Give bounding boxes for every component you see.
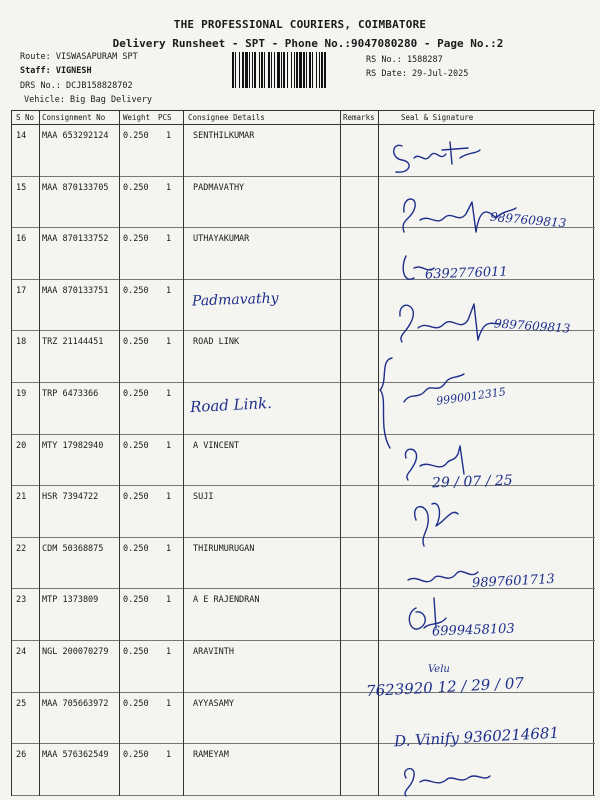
cell-consignee: UTHAYAKUMAR (193, 234, 250, 245)
handwritten-consignee-17: Padmavathy (191, 290, 279, 310)
table-header (12, 110, 595, 125)
column-divider (119, 110, 120, 796)
cell-pcs: 1 (166, 595, 172, 606)
cell-consignment: MAA 705663972 (42, 698, 109, 709)
cell-consignment: MAA 653292124 (42, 131, 109, 141)
cell-consignee: A VINCENT (193, 440, 240, 451)
cell-consignee: ARAVINTH (193, 647, 234, 657)
cell-sno: 26 (16, 750, 27, 761)
cell-consignee: SENTHILKUMAR (193, 131, 255, 141)
signature-row-23 (409, 598, 446, 629)
cell-weight: 0.250 (123, 440, 149, 451)
cell-consignee: SUJI (193, 492, 214, 503)
signature-scribbles (380, 128, 590, 798)
cell-pcs: 1 (166, 698, 172, 709)
route-label: Route: VISWASAPURAM SPT (20, 52, 138, 62)
cell-pcs: 1 (166, 543, 172, 554)
cell-consignment: MAA 576362549 (42, 750, 109, 761)
cell-consignment: TRZ 21144451 (42, 337, 104, 348)
column-divider (183, 110, 184, 796)
handwritten-phone-16: 6392776011 (424, 264, 508, 283)
cell-sno: 22 (16, 543, 27, 554)
cell-sno: 14 (16, 131, 27, 141)
cell-pcs: 1 (166, 750, 172, 761)
cell-sno: 15 (16, 182, 27, 193)
cell-pcs: 1 (166, 492, 172, 503)
col-remarks: Remarks (343, 113, 375, 122)
cell-weight: 0.250 (123, 595, 149, 606)
cell-pcs: 1 (166, 337, 172, 348)
handwritten-phone-23: 6999458103 (431, 621, 515, 640)
handwritten-phone-22: 9897601713 (471, 571, 556, 592)
cell-weight: 0.250 (123, 182, 149, 193)
cell-sno: 23 (16, 595, 27, 606)
signature-row-22 (408, 571, 478, 581)
col-seal: Seal & Signature (401, 113, 474, 122)
cell-consignee: PADMAVATHY (193, 182, 245, 193)
company-title: THE PROFESSIONAL COURIERS, COIMBATORE (173, 18, 427, 31)
signature-row-20 (405, 446, 464, 480)
col-pcs: PCS (158, 113, 172, 122)
vehicle-label: Vehicle: Big Bag Delivery (24, 95, 152, 105)
handwritten-note-24: Velu (428, 664, 450, 675)
column-divider (39, 110, 40, 796)
signature-row-17 (400, 304, 500, 342)
staff-label: Staff: VIGNESH (20, 66, 92, 76)
signature-row-26 (405, 769, 490, 796)
cell-pcs: 1 (166, 440, 172, 451)
signature-row-18 (404, 374, 464, 402)
cell-consignment: MAA 870133751 (42, 285, 109, 296)
cell-consignee: AYYASAMY (193, 698, 234, 709)
cell-pcs: 1 (166, 131, 172, 141)
drs-number: DRS No.: DCJB158828702 (20, 81, 133, 91)
cell-consignment: MTY 17982940 (42, 440, 104, 451)
rs-number: RS No.: 1588287 (366, 55, 443, 65)
cell-weight: 0.250 (123, 337, 149, 348)
rs-date: RS Date: 29-Jul-2025 (366, 69, 469, 79)
cell-pcs: 1 (166, 285, 172, 296)
handwritten-phone-15: 9897609813 (489, 209, 567, 231)
cell-sno: 24 (16, 647, 27, 657)
cell-weight: 0.250 (123, 698, 149, 709)
cell-consignment: MTP 1373809 (42, 595, 99, 606)
cell-consignee: ROAD LINK (193, 337, 240, 348)
cell-sno: 25 (16, 698, 27, 709)
bracket-rows-18-19 (380, 358, 392, 448)
col-consignee: Consignee Details (188, 113, 265, 122)
cell-consignment: HSR 7394722 (42, 492, 99, 503)
signature-row-21 (415, 503, 458, 546)
col-weight: Weight (123, 113, 151, 122)
signature-row-14 (394, 142, 480, 172)
signature-row-15 (403, 199, 516, 232)
cell-weight: 0.250 (123, 750, 149, 761)
cell-weight: 0.250 (123, 492, 149, 503)
cell-sno: 21 (16, 492, 27, 503)
cell-pcs: 1 (166, 389, 172, 399)
signature-row-16 (403, 256, 434, 279)
cell-weight: 0.250 (123, 647, 149, 657)
cell-weight: 0.250 (123, 285, 149, 296)
cell-weight: 0.250 (123, 131, 149, 141)
handwritten-date-20: 29 / 07 / 25 (431, 472, 513, 492)
cell-sno: 19 (16, 389, 27, 399)
runsheet-title: Delivery Runsheet - SPT - Phone No.:9047080280 - Page No.:2 (112, 37, 504, 50)
handwritten-phone-19: 9990012315 (435, 385, 507, 408)
cell-consignment: NGL 200070279 (42, 647, 109, 657)
cell-consignment: MAA 870133705 (42, 182, 109, 193)
column-divider (340, 110, 341, 796)
cell-weight: 0.250 (123, 389, 149, 399)
handwritten-text-24: 7623920 12 / 29 / 07 (365, 673, 525, 701)
col-sno: S No (16, 113, 35, 122)
cell-pcs: 1 (166, 182, 172, 193)
cell-sno: 16 (16, 234, 27, 245)
cell-pcs: 1 (166, 647, 172, 657)
cell-sno: 20 (16, 440, 27, 451)
barcode-bar (326, 52, 329, 88)
cell-consignment: CDM 50368875 (42, 543, 104, 554)
handwritten-text-25: D. Vinify 9360214681 (393, 723, 560, 751)
cell-consignee: RAMEYAM (193, 750, 229, 761)
cell-consignment: TRP 6473366 (42, 389, 99, 399)
barcode (232, 52, 354, 88)
cell-pcs: 1 (166, 234, 172, 245)
handwritten-phone-17: 9897609813 (493, 316, 571, 336)
handwritten-consignee-19: Road Link. (189, 393, 273, 417)
cell-weight: 0.250 (123, 234, 149, 245)
cell-consignment: MAA 870133752 (42, 234, 109, 245)
cell-sno: 17 (16, 285, 27, 296)
cell-consignee: A E RAJENDRAN (193, 595, 260, 606)
cell-weight: 0.250 (123, 543, 149, 554)
col-consignment: Consignment No (42, 113, 106, 122)
cell-sno: 18 (16, 337, 27, 348)
cell-consignee: THIRUMURUGAN (193, 543, 255, 554)
